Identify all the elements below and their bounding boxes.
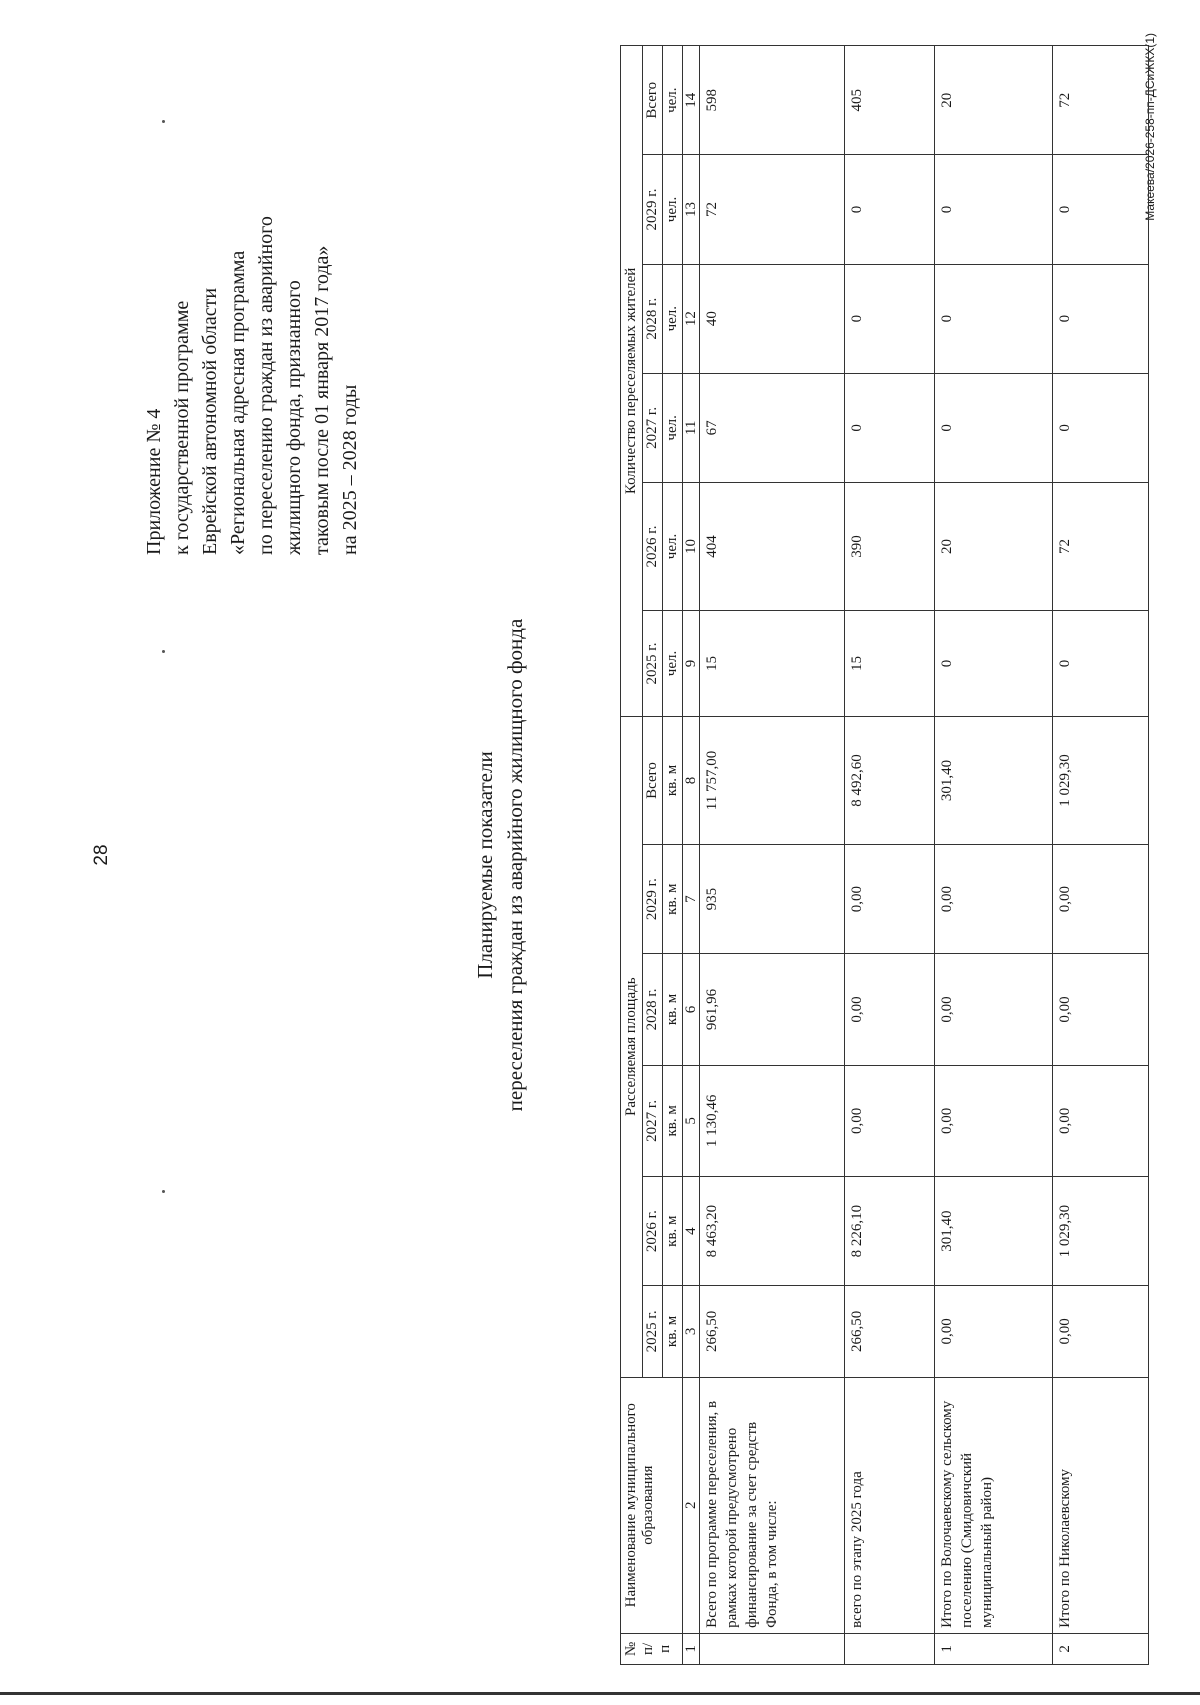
column-number: 4	[683, 1177, 700, 1286]
header-year: 2026 г.	[643, 482, 663, 610]
attachment-line: Приложение № 4	[143, 408, 165, 555]
residents-cell: 404	[700, 482, 845, 610]
area-cell: 1 029,30	[1053, 716, 1149, 844]
table-row	[845, 46, 935, 1665]
title-line-1: Планируемые показатели	[473, 751, 497, 979]
header-year: 2025 г.	[643, 1286, 663, 1377]
column-number: 11	[683, 373, 700, 482]
area-cell: 0,00	[845, 954, 935, 1065]
attachment-line: «Региональная адресная программа	[227, 250, 249, 555]
header-year: 2028 г.	[643, 264, 663, 373]
area-cell: 0,00	[935, 1286, 1053, 1377]
residents-cell: 72	[1053, 46, 1149, 155]
header-residents-group: Количество переселяемых жителей	[621, 46, 643, 717]
header-unit: чел.	[663, 482, 683, 610]
area-cell: 266,50	[845, 1286, 935, 1377]
area-cell: 0,00	[1053, 1286, 1149, 1377]
area-cell: 935	[700, 845, 845, 954]
header-unit: чел.	[663, 46, 683, 155]
residents-cell: 20	[935, 482, 1053, 610]
area-cell: 301,40	[935, 1177, 1053, 1286]
residents-cell: 0	[1053, 611, 1149, 717]
residents-cell: 67	[700, 373, 845, 482]
header-total: Всего	[643, 46, 663, 155]
header-unit: кв. м	[663, 1065, 683, 1176]
area-cell: 0,00	[935, 1065, 1053, 1176]
residents-cell: 0	[845, 264, 935, 373]
header-year: 2027 г.	[643, 373, 663, 482]
document-title	[470, 545, 530, 1185]
table-row	[1053, 46, 1149, 1665]
area-cell: 0,00	[1053, 1065, 1149, 1176]
area-cell: 0,00	[845, 845, 935, 954]
area-cell: 8 463,20	[700, 1177, 845, 1286]
attachment-line: к государственной программе	[171, 300, 193, 555]
area-cell: 266,50	[700, 1286, 845, 1377]
residents-cell: 0	[1053, 373, 1149, 482]
area-cell: 961,96	[700, 954, 845, 1065]
column-number: 1	[683, 1633, 700, 1664]
column-number: 14	[683, 46, 700, 155]
header-year: 2028 г.	[643, 954, 663, 1065]
residents-cell: 40	[700, 264, 845, 373]
header-year: 2027 г.	[643, 1065, 663, 1176]
row-num: 1	[935, 1633, 1053, 1664]
area-cell: 1 130,46	[700, 1065, 845, 1176]
area-cell: 0,00	[1053, 954, 1149, 1065]
residents-cell: 0	[1053, 155, 1149, 264]
column-numbers-row	[683, 46, 700, 1665]
column-number: 2	[683, 1377, 700, 1633]
footer-code: Макеева/2026-258-пп-ДСиЖКХ(1)	[1143, 33, 1157, 221]
row-num	[845, 1633, 935, 1664]
area-cell: 0,00	[845, 1065, 935, 1176]
header-unit: кв. м	[663, 1286, 683, 1377]
column-number: 10	[683, 482, 700, 610]
column-number: 3	[683, 1286, 700, 1377]
header-num: № п/п	[621, 1633, 683, 1664]
residents-cell: 0	[845, 155, 935, 264]
residents-cell: 0	[845, 373, 935, 482]
header-year: 2026 г.	[643, 1177, 663, 1286]
column-number: 5	[683, 1065, 700, 1176]
row-name: Итого по Николаевскому	[1053, 1377, 1149, 1633]
header-name: Наименование муниципального образования	[621, 1377, 683, 1633]
column-number: 7	[683, 845, 700, 954]
header-total: Всего	[643, 716, 663, 844]
residents-cell: 15	[845, 611, 935, 717]
residents-cell: 0	[935, 264, 1053, 373]
header-unit: чел.	[663, 264, 683, 373]
attachment-line: по переселению граждан из аварийного	[255, 216, 277, 555]
attachment-line: таковым после 01 января 2017 года»	[311, 245, 333, 555]
residents-cell: 390	[845, 482, 935, 610]
residents-cell: 0	[1053, 264, 1149, 373]
header-year: 2029 г.	[643, 845, 663, 954]
area-cell: 8 226,10	[845, 1177, 935, 1286]
area-cell: 0,00	[935, 954, 1053, 1065]
title-line-2: переселения граждан из аварийного жилищного фонда	[503, 618, 527, 1112]
area-cell: 301,40	[935, 716, 1053, 844]
header-unit: кв. м	[663, 845, 683, 954]
table-row	[935, 46, 1053, 1665]
header-area-group: Расселяемая площадь	[621, 716, 643, 1377]
residents-cell: 72	[700, 155, 845, 264]
header-year: 2029 г.	[643, 155, 663, 264]
table-header-row	[621, 46, 643, 1665]
column-number: 6	[683, 954, 700, 1065]
row-num	[700, 1633, 845, 1664]
area-cell: 0,00	[1053, 845, 1149, 954]
header-unit: чел.	[663, 373, 683, 482]
attachment-block	[140, 75, 364, 555]
header-unit: кв. м	[663, 1177, 683, 1286]
column-number: 8	[683, 716, 700, 844]
residents-cell: 0	[935, 155, 1053, 264]
residents-cell: 0	[935, 611, 1053, 717]
residents-cell: 405	[845, 46, 935, 155]
area-cell: 11 757,00	[700, 716, 845, 844]
residents-cell: 72	[1053, 482, 1149, 610]
attachment-line: жилищного фонда, признанного	[283, 280, 305, 555]
row-name: Итого по Волочаевскому сельскому поселению (Смидовичский муниципальный район)	[935, 1377, 1053, 1633]
area-cell: 1 029,30	[1053, 1177, 1149, 1286]
page-number: 28	[91, 844, 112, 866]
attachment-line: на 2025 – 2028 годы	[339, 384, 361, 555]
header-year: 2025 г.	[643, 611, 663, 717]
row-name: Всего по программе переселения, в рамках которой предусмотрено финансирование за счет средств Фонда, в том числе:	[700, 1377, 845, 1633]
residents-cell: 0	[935, 373, 1053, 482]
column-number: 13	[683, 155, 700, 264]
area-cell: 8 492,60	[845, 716, 935, 844]
residents-cell: 598	[700, 46, 845, 155]
residents-cell: 15	[700, 611, 845, 717]
header-unit: кв. м	[663, 716, 683, 844]
residents-cell: 20	[935, 46, 1053, 155]
attachment-line: Еврейской автономной области	[199, 287, 221, 555]
row-num: 2	[1053, 1633, 1149, 1664]
table-row	[700, 46, 845, 1665]
column-number: 12	[683, 264, 700, 373]
indicators-table	[620, 45, 1149, 1665]
header-unit: чел.	[663, 611, 683, 717]
area-cell: 0,00	[935, 845, 1053, 954]
header-unit: кв. м	[663, 954, 683, 1065]
column-number: 9	[683, 611, 700, 717]
row-name: всего по этапу 2025 года	[845, 1377, 935, 1633]
header-unit: чел.	[663, 155, 683, 264]
